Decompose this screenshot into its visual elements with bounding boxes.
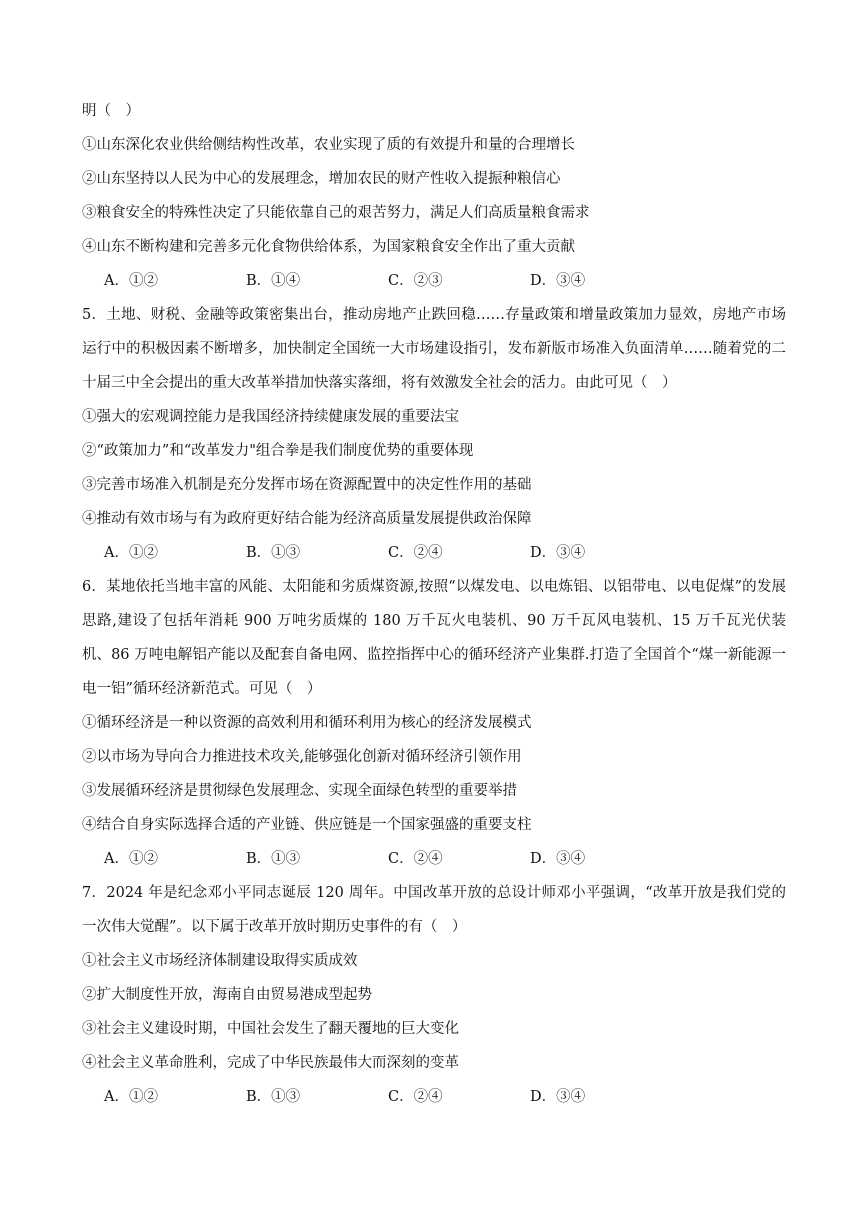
question-continued — [82, 94, 786, 298]
option-d[interactable]: D．③④ — [530, 851, 586, 867]
question-stem: 7．2024 年是纪念邓小平同志诞辰 120 周年。中国改革开放的总设计师邓小平强调，“改革开放是我们党的一次伟大觉醒”。以下属于改革开放时期历史事件的有（ ） — [82, 885, 786, 935]
question-stem-tail: 明（ ） — [82, 103, 140, 119]
answer-options — [82, 842, 786, 876]
option-a[interactable]: A．①② — [104, 851, 158, 867]
statement-2: ②“政策加力”和“改革发力"组合拳是我们制度优势的重要体现 — [82, 443, 474, 459]
statement-3: ③发展循环经济是贯彻绿色发展理念、实现全面绿色转型的重要举措 — [82, 783, 517, 799]
option-d[interactable]: D．③④ — [530, 545, 586, 561]
statement-1: ①循环经济是一种以资源的高效利用和循环利用为核心的经济发展模式 — [82, 715, 532, 731]
option-c[interactable]: C．②③ — [388, 273, 443, 289]
statement-2: ②山东坚持以人民为中心的发展理念，增加农民的财产性收入提振种粮信心 — [82, 171, 561, 187]
option-a[interactable]: A．①② — [104, 1089, 158, 1105]
option-d[interactable]: D．③④ — [530, 1089, 586, 1105]
option-c[interactable]: C．②④ — [388, 1089, 443, 1105]
statement-4: ④社会主义革命胜利，完成了中华民族最伟大而深刻的变革 — [82, 1055, 459, 1071]
option-c[interactable]: C．②④ — [388, 545, 443, 561]
statement-1: ①社会主义市场经济体制建设取得实质成效 — [82, 953, 358, 969]
option-a[interactable]: A．①② — [104, 273, 158, 289]
question-stem: 6．某地依托当地丰富的风能、太阳能和劣质煤资源,按照“以煤发电、以电炼铝、以铝带电、以电促煤”的发展思路,建设了包括年消耗 900 万吨劣质煤的 180 万千瓦火电装机、90 万千瓦风电装机、15 万千瓦光伏装机、86 万吨电解铝产能以及配套自备电网、监控指挥中心的循环经济产业集群.打造了全国首个“煤一新能源一电一铝”循环经济新范式。可见（ ） — [82, 579, 786, 697]
question-7 — [82, 876, 786, 1114]
statement-3: ③社会主义建设时期，中国社会发生了翻天覆地的巨大变化 — [82, 1021, 459, 1037]
answer-options — [82, 536, 786, 570]
option-d[interactable]: D．③④ — [530, 273, 586, 289]
statement-4: ④山东不断构建和完善多元化食物供给体系，为国家粮食安全作出了重大贡献 — [82, 239, 575, 255]
statement-3: ③完善市场准入机制是充分发挥市场在资源配置中的决定性作用的基础 — [82, 477, 532, 493]
option-c[interactable]: C．②④ — [388, 851, 443, 867]
statement-2: ②以市场为导向合力推进技术攻关,能够强化创新对循环经济引领作用 — [82, 749, 522, 765]
option-b[interactable]: B．①③ — [246, 545, 301, 561]
option-b[interactable]: B．①③ — [246, 1089, 301, 1105]
option-b[interactable]: B．①③ — [246, 851, 301, 867]
answer-options — [82, 264, 786, 298]
answer-options — [82, 1080, 786, 1114]
question-6 — [82, 570, 786, 876]
statement-3: ③粮食安全的特殊性决定了只能依靠自己的艰苦努力，满足人们高质量粮食需求 — [82, 205, 590, 221]
statement-4: ④推动有效市场与有为政府更好结合能为经济高质量发展提供政治保障 — [82, 511, 532, 527]
statement-1: ①山东深化农业供给侧结构性改革，农业实现了质的有效提升和量的合理增长 — [82, 137, 575, 153]
statement-2: ②扩大制度性开放，海南自由贸易港成型起势 — [82, 987, 372, 1003]
option-b[interactable]: B．①④ — [246, 273, 301, 289]
option-a[interactable]: A．①② — [104, 545, 158, 561]
question-5 — [82, 298, 786, 570]
question-stem: 5．土地、财税、金融等政策密集出台，推动房地产止跌回稳……存量政策和增量政策加力显效，房地产市场运行中的积极因素不断增多，加快制定全国统一大市场建设指引，发布新版市场准入负面清单……随着党的二十届三中全会提出的重大改革举措加快落实落细，将有效激发全社会的活力。由此可见（ ） — [82, 307, 786, 391]
statement-1: ①强大的宏观调控能力是我国经济持续健康发展的重要法宝 — [82, 409, 459, 425]
statement-4: ④结合自身实际选择合适的产业链、供应链是一个国家强盛的重要支柱 — [82, 817, 532, 833]
exam-page — [82, 94, 786, 1114]
